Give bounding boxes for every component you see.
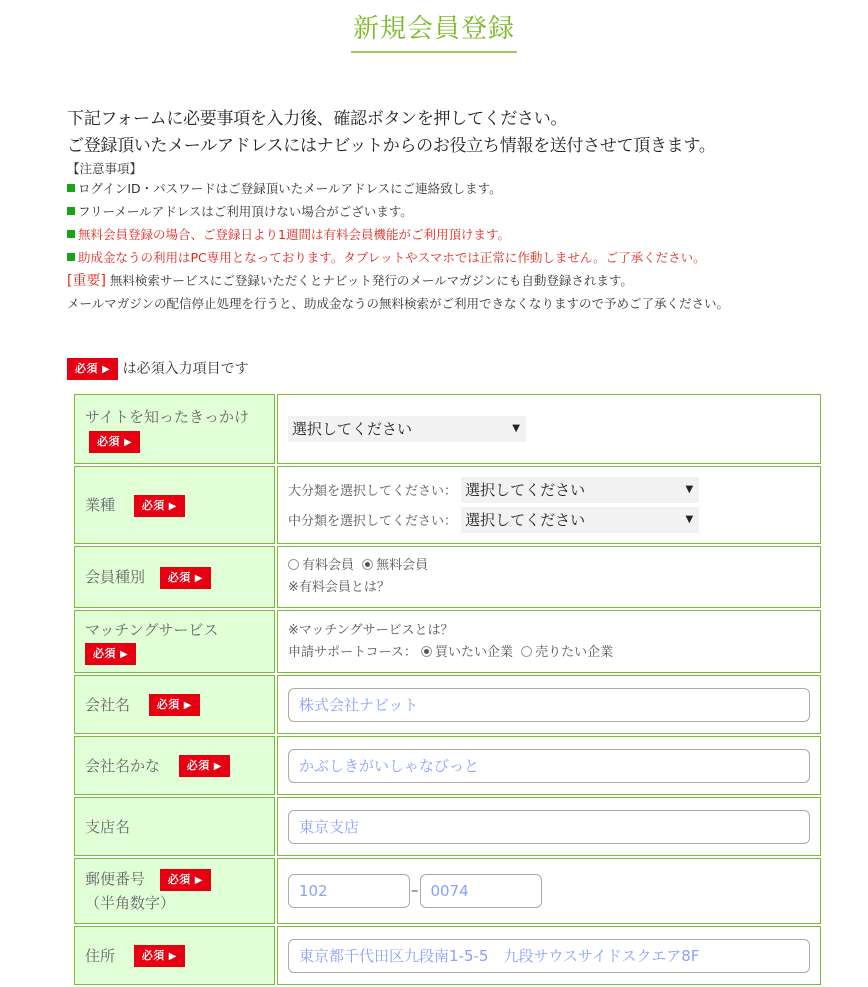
postal-sublabel: （半角数字） — [85, 894, 176, 912]
bullet-icon — [67, 230, 75, 238]
bullet-icon — [67, 184, 75, 192]
postal-separator: – — [411, 880, 419, 899]
form-row-postal — [74, 858, 821, 924]
arrow-right-icon: ▶ — [102, 364, 111, 375]
intro-line-2: ご登録頂いたメールアドレスにはナビットからのお役立ち情報を送付させて頂きます。 — [67, 136, 716, 156]
paid-member-radio[interactable] — [288, 559, 299, 570]
arrow-right-icon: ▶ — [168, 951, 177, 962]
field-cell — [277, 797, 821, 856]
dropdown-arrow-icon: ▼ — [685, 514, 694, 525]
note-item: フリーメールアドレスはご利用頂けない場合がございます。 — [67, 200, 857, 223]
address-input[interactable]: 東京都千代田区九段南1-5-5 九段サウスサイドスクエア8F — [288, 939, 810, 973]
form-row-address — [74, 926, 821, 985]
dropdown-arrow-icon: ▼ — [685, 484, 694, 495]
postal-code-1-input[interactable]: 102 — [288, 874, 410, 908]
important-label: [重要] — [67, 273, 106, 289]
company-name-input[interactable]: 株式会社ナビット — [288, 688, 810, 722]
form-row-branch — [74, 797, 821, 856]
required-badge: 必須 ▶ — [67, 358, 118, 380]
field-label: 郵便番号 必須 ▶ （半角数字） — [74, 858, 275, 924]
required-badge: 必須 ▶ — [160, 567, 211, 589]
note-item: 無料会員登録の場合、ご登録日より1週間は有料会員機能がご利用頂けます。 — [67, 223, 857, 246]
field-cell — [277, 926, 821, 985]
dropdown-arrow-icon: ▼ — [512, 423, 520, 434]
field-label: 住所 必須 ▶ — [74, 926, 275, 985]
field-label: マッチングサービス 必須 ▶ — [74, 610, 275, 673]
major-category-label: 大分類を選択してください： — [288, 484, 458, 499]
course-label: 申請サポートコース： — [288, 644, 417, 660]
required-badge: 必須 ▶ — [134, 945, 185, 967]
source-select[interactable]: 選択してください ▼ — [288, 416, 526, 442]
arrow-right-icon: ▶ — [120, 649, 129, 660]
minor-category-label: 中分類を選択してください： — [288, 514, 458, 529]
note-item: ログインID・パスワードはご登録頂いたメールアドレスにご連絡致します。 — [67, 177, 857, 200]
postal-code-2-input[interactable]: 0074 — [420, 874, 542, 908]
arrow-right-icon: ▶ — [194, 874, 203, 886]
free-member-radio[interactable] — [362, 559, 373, 570]
required-badge: 必須 ▶ — [179, 755, 230, 777]
arrow-right-icon: ▶ — [168, 500, 177, 512]
paid-member-help-link[interactable]: ※有料会員とは？ — [288, 580, 390, 595]
intro-section — [67, 106, 857, 314]
arrow-right-icon: ▶ — [183, 700, 192, 711]
field-cell — [277, 736, 821, 795]
important-notice: [重要] 無料検索サービスにご登録いただくとナビット発行のメールマガジンにも自動登録されます。 — [67, 273, 633, 289]
minor-category-select[interactable]: 選択してください ▼ — [461, 507, 699, 533]
form-row-member-type — [74, 546, 821, 608]
bullet-icon — [67, 253, 75, 261]
registration-form — [72, 392, 823, 987]
sell-company-radio[interactable] — [521, 646, 532, 657]
field-label: 業種 必須 ▶ — [74, 466, 275, 544]
form-row-company-kana — [74, 736, 821, 795]
required-badge: 必須 ▶ — [149, 694, 200, 716]
arrow-right-icon: ▶ — [194, 572, 203, 584]
field-cell — [277, 466, 821, 544]
required-legend-text: は必須入力項目です — [122, 361, 249, 377]
branch-name-input[interactable]: 東京支店 — [288, 810, 810, 844]
matching-help-link[interactable]: ※マッチングサービスとは？ — [288, 622, 454, 638]
field-cell — [277, 858, 821, 924]
form-row-company — [74, 675, 821, 734]
field-label: 会員種別 必須 ▶ — [74, 546, 275, 608]
field-label: 支店名 — [74, 797, 275, 856]
field-label: 会社名 必須 ▶ — [74, 675, 275, 734]
important-notice-2: メールマガジンの配信停止処理を行うと、助成金なうの無料検索がご利用できなくなりますので予めご了承ください。 — [67, 296, 729, 311]
page-title: 新規会員登録 — [351, 8, 517, 53]
buy-company-radio[interactable] — [421, 646, 432, 657]
required-badge: 必須 ▶ — [85, 643, 136, 665]
company-kana-input[interactable]: かぶしきがいしゃなびっと — [288, 749, 810, 783]
form-row-industry — [74, 466, 821, 544]
form-row-matching — [74, 610, 821, 673]
form-row-source — [74, 394, 821, 464]
bullet-icon — [67, 207, 75, 215]
required-badge: 必須 ▶ — [89, 431, 140, 453]
required-badge: 必須 ▶ — [134, 495, 185, 517]
notice-heading: 【注意事項】 — [67, 161, 143, 176]
field-label: 会社名かな 必須 ▶ — [74, 736, 275, 795]
field-cell: ※マッチングサービスとは？ 申請サポートコース： 買いたい企業 売りたい企業 — [277, 610, 821, 673]
field-label: サイトを知ったきっかけ 必須 ▶ — [74, 394, 275, 464]
arrow-right-icon: ▶ — [213, 761, 222, 772]
field-cell — [277, 394, 821, 464]
major-category-select[interactable]: 選択してください ▼ — [461, 477, 699, 503]
required-badge: 必須 ▶ — [160, 869, 211, 891]
intro-line-1: 下記フォームに必要事項を入力後、確認ボタンを押してください。 — [67, 109, 568, 129]
field-cell — [277, 675, 821, 734]
field-cell: 有料会員 無料会員 ※有料会員とは？ — [277, 546, 821, 608]
arrow-right-icon: ▶ — [124, 436, 133, 448]
note-item: 助成金なうの利用はPC専用となっております。タブレットやスマホでは正常に作動しません。ご了承ください。 — [67, 246, 857, 269]
required-legend — [67, 358, 249, 380]
